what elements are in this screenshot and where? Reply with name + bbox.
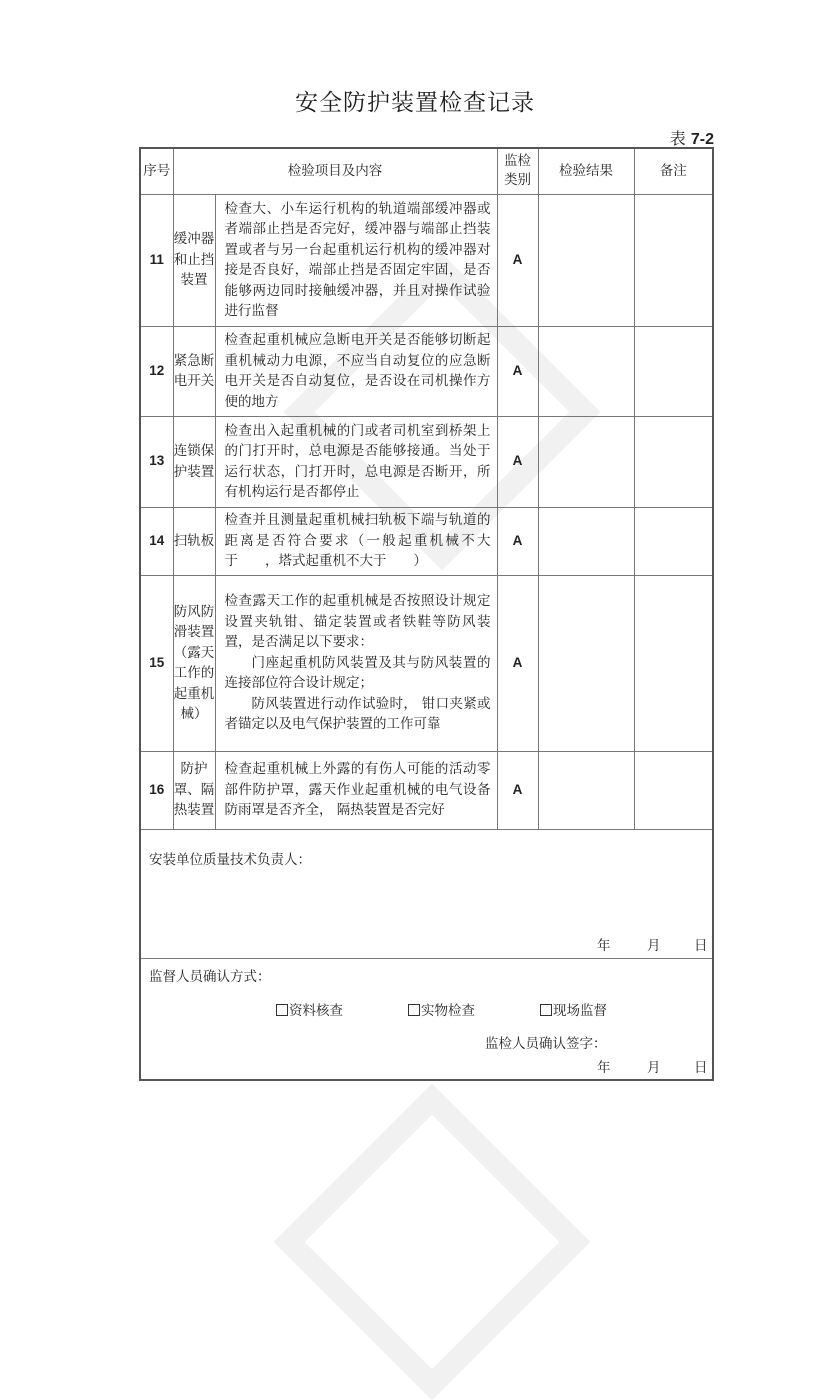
header-result: 检验结果 bbox=[538, 148, 634, 194]
header-seq: 序号 bbox=[140, 148, 173, 194]
row-remark-cell[interactable] bbox=[634, 194, 713, 326]
row-remark-cell[interactable] bbox=[634, 751, 713, 829]
row-content: 检查起重机械应急断电开关是否能够切断起重机械动力电源，不应当自动复位的应急断电开关是否自动复位，是否设在司机操作方便的地方 bbox=[215, 326, 497, 416]
page-title: 安全防护装置检查记录 bbox=[295, 90, 535, 116]
confirmation-row bbox=[140, 958, 713, 1080]
content-paragraph: 检查露天工作的起重机械是否按照设计规定设置夹轨钳、锚定装置或者铁鞋等防风装置，是否满足以下要求： bbox=[224, 593, 491, 651]
table-row bbox=[140, 326, 713, 416]
checkbox-icon[interactable] bbox=[408, 1004, 420, 1016]
row-remark-cell[interactable] bbox=[634, 507, 713, 575]
checkbox-icon[interactable] bbox=[276, 1004, 288, 1016]
row-seq: 13 bbox=[140, 416, 173, 507]
row-item-name: 防风防滑装置（露天工作的起重机械） bbox=[173, 575, 215, 751]
inspection-table bbox=[139, 147, 714, 1081]
row-content: 检查大、小车运行机构的轨道端部缓冲器或者端部止挡是否完好，缓冲器与端部止挡装置或者与另一台起重机运行机构的缓冲器对接是否良好，端部止挡是否固定牢固，是否能够两边同时接触缓冲器，并且对操作试验进行监督 bbox=[215, 194, 497, 326]
signature-year[interactable]: 年 bbox=[597, 937, 611, 954]
row-category: A bbox=[497, 194, 538, 326]
option-document-check[interactable]: 资料核查 bbox=[276, 1001, 343, 1022]
content-paragraph: 防风装置进行动作试验时， 钳口夹紧或者锚定以及电气保护装置的工作可靠 bbox=[224, 695, 491, 733]
table-row bbox=[140, 194, 713, 326]
checkbox-icon[interactable] bbox=[540, 1004, 552, 1016]
table-header-row bbox=[140, 148, 713, 194]
row-remark-cell[interactable] bbox=[634, 416, 713, 507]
confirmation-year[interactable]: 年 bbox=[597, 1059, 611, 1076]
row-category: A bbox=[497, 575, 538, 751]
option-onsite-supervision[interactable]: 现场监督 bbox=[540, 1001, 607, 1022]
row-category: A bbox=[497, 751, 538, 829]
table-row bbox=[140, 751, 713, 829]
row-item-name: 连锁保护装置 bbox=[173, 416, 215, 507]
row-content: 检查出入起重机械的门或者司机室到桥架上的门打开时，总电源是否能够接通。当处于运行状态，门打开时，总电源是否断开，所有机构运行是否都停止 bbox=[215, 416, 497, 507]
confirmation-day[interactable]: 日 bbox=[694, 1059, 708, 1076]
row-seq: 15 bbox=[140, 575, 173, 751]
signer-label: 监检人员确认签字： bbox=[485, 1035, 607, 1052]
signature-day[interactable]: 日 bbox=[694, 937, 708, 954]
row-result-cell[interactable] bbox=[538, 326, 634, 416]
header-remark: 备注 bbox=[634, 148, 713, 194]
table-row bbox=[140, 575, 713, 751]
row-result-cell[interactable] bbox=[538, 575, 634, 751]
option-physical-check[interactable]: 实物检查 bbox=[408, 1001, 475, 1022]
confirmation-block bbox=[140, 958, 713, 1080]
table-row bbox=[140, 416, 713, 507]
table-row bbox=[140, 507, 713, 575]
row-result-cell[interactable] bbox=[538, 416, 634, 507]
row-category: A bbox=[497, 507, 538, 575]
confirmation-label: 监督人员确认方式： bbox=[149, 968, 271, 985]
row-item-name: 扫轨板 bbox=[173, 507, 215, 575]
row-seq: 11 bbox=[140, 194, 173, 326]
row-content bbox=[215, 575, 497, 751]
row-category: A bbox=[497, 416, 538, 507]
signature-month[interactable]: 月 bbox=[647, 937, 661, 954]
signature-row bbox=[140, 829, 713, 958]
signature-label: 安装单位质量技术负责人： bbox=[149, 851, 311, 868]
confirmation-month[interactable]: 月 bbox=[647, 1059, 661, 1076]
row-category: A bbox=[497, 326, 538, 416]
row-result-cell[interactable] bbox=[538, 751, 634, 829]
row-seq: 16 bbox=[140, 751, 173, 829]
row-item-name: 缓冲器和止挡装置 bbox=[173, 194, 215, 326]
row-seq: 14 bbox=[140, 507, 173, 575]
row-remark-cell[interactable] bbox=[634, 326, 713, 416]
table-number: 表 7-2 bbox=[669, 129, 714, 148]
signature-block bbox=[140, 829, 713, 958]
row-remark-cell[interactable] bbox=[634, 575, 713, 751]
row-content: 检查并且测量起重机械扫轨板下端与轨道的距离是否符合要求（一般起重机械不大于 ，塔式起重机不大于 ） bbox=[215, 507, 497, 575]
row-item-name: 防护罩、隔热装置 bbox=[173, 751, 215, 829]
row-result-cell[interactable] bbox=[538, 507, 634, 575]
row-result-cell[interactable] bbox=[538, 194, 634, 326]
row-item-name: 紧急断电开关 bbox=[173, 326, 215, 416]
row-seq: 12 bbox=[140, 326, 173, 416]
header-item: 检验项目及内容 bbox=[173, 148, 497, 194]
row-content: 检查起重机械上外露的有伤人可能的活动零部件防护罩，露天作业起重机械的电气设备防雨罩是否齐全， 隔热装置是否完好 bbox=[215, 751, 497, 829]
header-category: 监检类别 bbox=[497, 148, 538, 194]
content-paragraph: 门座起重机防风装置及其与防风装置的连接部位符合设计规定； bbox=[224, 654, 491, 692]
